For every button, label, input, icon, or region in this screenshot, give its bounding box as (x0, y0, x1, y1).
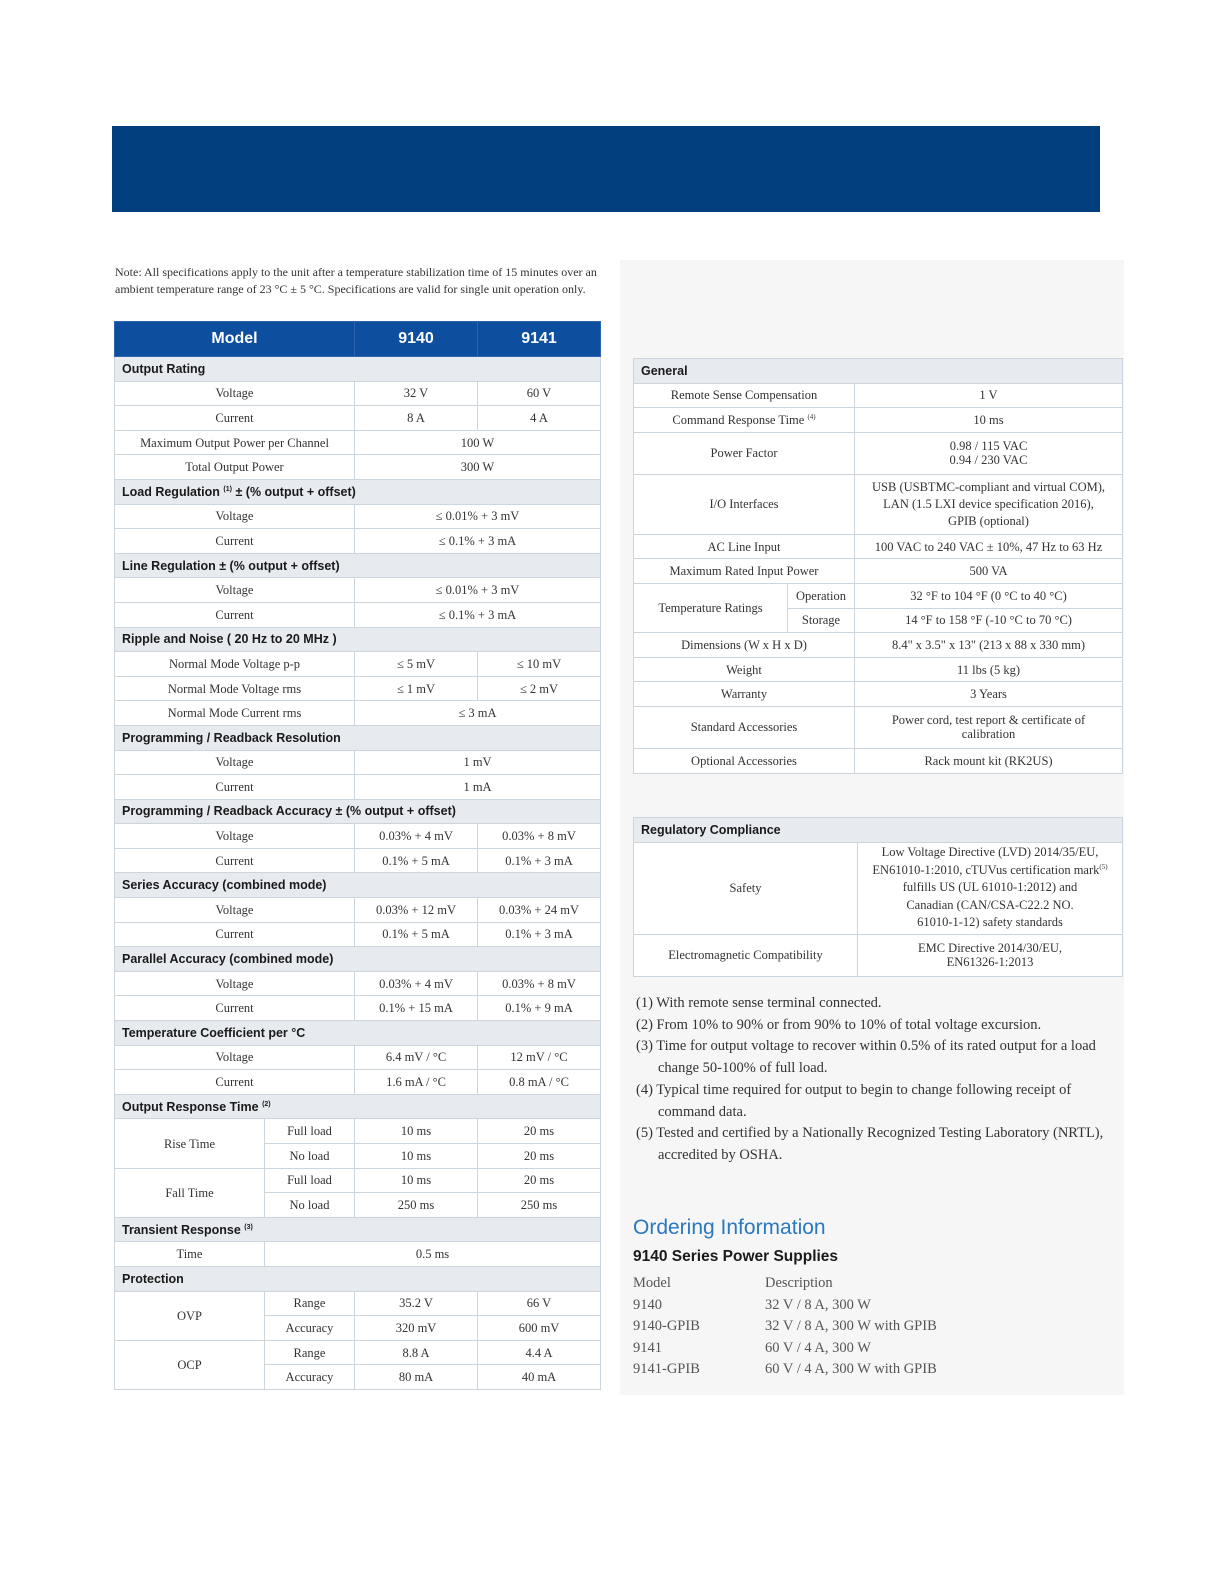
table-cell: 300 W (355, 455, 601, 480)
table-cell: Current (115, 996, 355, 1021)
table-cell: No load (265, 1193, 355, 1218)
table-cell: USB (USBTMC-compliant and virtual COM), LAN (1.5 LXI device specification 2016), GPIB (optional) (855, 474, 1123, 534)
table-cell: Current (115, 1070, 355, 1095)
table-cell: 60 V (478, 381, 601, 406)
table-cell: 0.03% + 8 mV (478, 824, 601, 849)
table-cell: Warranty (634, 682, 855, 707)
table-row (115, 922, 601, 947)
list-item: 9140 32 V / 8 A, 300 W (633, 1296, 871, 1313)
table-cell: Safety (634, 842, 858, 934)
table-cell: 20 ms (478, 1168, 601, 1193)
table-cell: 32 °F to 104 °F (0 °C to 40 °C) (855, 583, 1123, 608)
section-output-rating: Output Rating (115, 357, 601, 382)
table-row (115, 1340, 601, 1365)
table-cell: Voltage (115, 898, 355, 923)
section-protection: Protection (115, 1266, 601, 1291)
table-row (634, 842, 1123, 934)
table-cell: 66 V (478, 1291, 601, 1316)
table-cell: 100 W (355, 430, 601, 455)
table-cell: Full load (265, 1168, 355, 1193)
table-cell: Voltage (115, 750, 355, 775)
table-row (634, 633, 1123, 658)
section-ripple-noise: Ripple and Noise ( 20 Hz to 20 MHz ) (115, 627, 601, 652)
table-cell: Total Output Power (115, 455, 355, 480)
table-cell: 0.1% + 3 mA (478, 922, 601, 947)
table-cell: I/O Interfaces (634, 474, 855, 534)
table-cell: Temperature Ratings (634, 583, 788, 632)
table-row (115, 529, 601, 554)
table-row (115, 430, 601, 455)
footnote-3: (3) Time for output voltage to recover within 0.5% of its rated output for a load change 50-100% of full load. (636, 1038, 1096, 1077)
table-cell: Current (115, 775, 355, 800)
table-cell: Accuracy (265, 1365, 355, 1390)
table-row (115, 504, 601, 529)
table-cell: 0.03% + 4 mV (355, 971, 478, 996)
table-cell: 11 lbs (5 kg) (855, 657, 1123, 682)
table-cell: Weight (634, 657, 855, 682)
model-9140-header: 9140 (355, 322, 478, 357)
table-cell: Normal Mode Current rms (115, 701, 355, 726)
table-cell: 1.6 mA / °C (355, 1070, 478, 1095)
table-cell: EMC Directive 2014/30/EU, EN61326-1:2013 (858, 934, 1123, 976)
table-cell: 0.03% + 24 mV (478, 898, 601, 923)
table-cell: 0.8 mA / °C (478, 1070, 601, 1095)
table-cell: 320 mV (355, 1316, 478, 1341)
table-row (115, 1291, 601, 1316)
table-row (634, 432, 1123, 474)
table-cell: Command Response Time $^{(4)}$ (634, 408, 855, 433)
table-cell: ≤ 10 mV (478, 652, 601, 677)
table-cell: ≤ 0.1% + 3 mA (355, 529, 601, 554)
table-cell: Range (265, 1291, 355, 1316)
regulatory-table (633, 817, 1123, 977)
table-cell: ≤ 0.01% + 3 mV (355, 504, 601, 529)
section-regulatory: Regulatory Compliance (634, 818, 1123, 843)
table-cell: Standard Accessories (634, 706, 855, 748)
table-cell: 100 VAC to 240 VAC ± 10%, 47 Hz to 63 Hz (855, 534, 1123, 559)
table-cell: Full load (265, 1119, 355, 1144)
table-cell: Range (265, 1340, 355, 1365)
table-row (115, 750, 601, 775)
table-row (115, 1168, 601, 1193)
table-row (634, 748, 1123, 773)
table-cell: Voltage (115, 381, 355, 406)
table-cell: 4.4 A (478, 1340, 601, 1365)
table-cell: 35.2 V (355, 1291, 478, 1316)
table-cell: 6.4 mV / °C (355, 1045, 478, 1070)
table-cell: 0.1% + 15 mA (355, 996, 478, 1021)
table-cell: 10 ms (355, 1119, 478, 1144)
section-general: General (634, 359, 1123, 384)
section-prog-resolution: Programming / Readback Resolution (115, 725, 601, 750)
section-parallel-accuracy: Parallel Accuracy (combined mode) (115, 947, 601, 972)
section-line-regulation: Line Regulation ± (% output + offset) (115, 553, 601, 578)
table-cell: 20 ms (478, 1144, 601, 1169)
table-header-row (115, 322, 601, 357)
table-row (115, 848, 601, 873)
table-cell: Storage (788, 608, 855, 633)
table-row (634, 559, 1123, 584)
table-cell: Time (115, 1242, 265, 1267)
table-row (634, 934, 1123, 976)
table-cell: 0.03% + 8 mV (478, 971, 601, 996)
table-cell: Rack mount kit (RK2US) (855, 748, 1123, 773)
table-cell: 8 A (355, 406, 478, 431)
table-cell: 1 V (855, 383, 1123, 408)
table-cell: Power Factor (634, 432, 855, 474)
table-cell: 0.5 ms (265, 1242, 601, 1267)
footnote-2: (2) From 10% to 90% or from 90% to 10% of total voltage excursion. (636, 1016, 1042, 1033)
table-cell: 1 mV (355, 750, 601, 775)
table-row (115, 971, 601, 996)
table-row (634, 583, 1123, 608)
table-row (115, 381, 601, 406)
table-row (634, 682, 1123, 707)
table-cell: ≤ 2 mV (478, 676, 601, 701)
table-row (115, 1242, 601, 1267)
table-row (115, 1070, 601, 1095)
table-cell: 0.98 / 115 VAC 0.94 / 230 VAC (855, 432, 1123, 474)
table-cell: ≤ 3 mA (355, 701, 601, 726)
table-cell: 0.1% + 5 mA (355, 922, 478, 947)
table-cell: Operation (788, 583, 855, 608)
table-row (634, 408, 1123, 433)
table-cell: Current (115, 529, 355, 554)
table-row (115, 775, 601, 800)
table-cell: 8.8 A (355, 1340, 478, 1365)
table-cell: 32 V (355, 381, 478, 406)
table-cell: ≤ 0.01% + 3 mV (355, 578, 601, 603)
table-row (634, 534, 1123, 559)
table-cell: Power cord, test report & certificate of calibration (855, 706, 1123, 748)
table-cell: Optional Accessories (634, 748, 855, 773)
table-cell: ≤ 1 mV (355, 676, 478, 701)
table-cell: 80 mA (355, 1365, 478, 1390)
table-cell: Current (115, 602, 355, 627)
table-cell: 0.1% + 5 mA (355, 848, 478, 873)
spec-note: Note: All specifications apply to the unit after a temperature stabilization time of 15 minutes over an ambient temperature range of 23 °C ± 5 °C. Specifications are valid for single unit operation only. (115, 265, 597, 296)
table-cell: 12 mV / °C (478, 1045, 601, 1070)
table-cell: 0.1% + 9 mA (478, 996, 601, 1021)
ordering-title: Ordering Information (633, 1216, 826, 1239)
table-cell: No load (265, 1144, 355, 1169)
table-row (634, 474, 1123, 534)
table-cell: Voltage (115, 971, 355, 996)
table-row (115, 1119, 601, 1144)
table-cell: 250 ms (478, 1193, 601, 1218)
table-row (115, 578, 601, 603)
spec-table (114, 321, 601, 1390)
table-row (634, 383, 1123, 408)
table-cell: Voltage (115, 1045, 355, 1070)
header-banner (112, 126, 1100, 212)
table-cell: Current (115, 922, 355, 947)
list-item: 9141 60 V / 4 A, 300 W (633, 1339, 871, 1356)
table-cell: Electromagnetic Compatibility (634, 934, 858, 976)
table-row (115, 898, 601, 923)
footnote-4: (4) Typical time required for output to begin to change following receipt of command data. (636, 1081, 1072, 1120)
table-cell: Maximum Output Power per Channel (115, 430, 355, 455)
table-cell: 0.03% + 12 mV (355, 898, 478, 923)
table-cell: Rise Time (115, 1119, 265, 1168)
table-cell: 8.4" x 3.5" x 13" (213 x 88 x 330 mm) (855, 633, 1123, 658)
table-cell: 3 Years (855, 682, 1123, 707)
table-row (634, 657, 1123, 682)
table-cell: 40 mA (478, 1365, 601, 1390)
table-row (115, 455, 601, 480)
table-cell: 4 A (478, 406, 601, 431)
section-prog-accuracy: Programming / Readback Accuracy ± (% output + offset) (115, 799, 601, 824)
table-cell: OCP (115, 1340, 265, 1389)
table-cell: 10 ms (355, 1144, 478, 1169)
table-row (115, 406, 601, 431)
table-cell: 250 ms (355, 1193, 478, 1218)
table-cell: Current (115, 406, 355, 431)
table-cell: 10 ms (355, 1168, 478, 1193)
table-cell: Voltage (115, 504, 355, 529)
table-cell: 500 VA (855, 559, 1123, 584)
table-row (634, 706, 1123, 748)
table-cell: Fall Time (115, 1168, 265, 1217)
table-cell: ≤ 0.1% + 3 mA (355, 602, 601, 627)
list-item: 9141-GPIB 60 V / 4 A, 300 W with GPIB (633, 1361, 937, 1378)
ordering-list (633, 1273, 1113, 1381)
table-row (115, 652, 601, 677)
table-cell: Voltage (115, 578, 355, 603)
ordering-subtitle: 9140 Series Power Supplies (633, 1248, 839, 1265)
table-cell: 0.03% + 4 mV (355, 824, 478, 849)
section-series-accuracy: Series Accuracy (combined mode) (115, 873, 601, 898)
section-load-regulation: Load Regulation $^{(1)}$ ± (% output + offset) (115, 479, 601, 504)
table-cell: 600 mV (478, 1316, 601, 1341)
model-header: Model (115, 322, 355, 357)
table-cell: Current (115, 848, 355, 873)
table-row (115, 676, 601, 701)
footnote-1: (1) With remote sense terminal connected. (636, 995, 882, 1011)
table-cell: 20 ms (478, 1119, 601, 1144)
section-temp-coefficient: Temperature Coefficient per °C (115, 1021, 601, 1046)
table-cell: AC Line Input (634, 534, 855, 559)
table-cell: 10 ms (855, 408, 1123, 433)
table-cell: 0.1% + 3 mA (478, 848, 601, 873)
footnote-5: (5) Tested and certified by a Nationally Recognized Testing Laboratory (NRTL), accredited by OSHA. (636, 1125, 1104, 1163)
table-cell: Maximum Rated Input Power (634, 559, 855, 584)
table-cell: Low Voltage Directive (LVD) 2014/35/EU, EN61010-1:2010, cTUVus certification mark$^{(5)}$ fulfills US (UL 61010-1:2012) and Canadian (CAN/CSA-C22.2 NO. 61010-1-12) safety standards (858, 842, 1123, 934)
table-cell: Remote Sense Compensation (634, 383, 855, 408)
table-row (115, 996, 601, 1021)
table-row (115, 602, 601, 627)
table-cell: Normal Mode Voltage p-p (115, 652, 355, 677)
table-cell: Voltage (115, 824, 355, 849)
table-cell: 1 mA (355, 775, 601, 800)
general-table (633, 358, 1123, 774)
table-cell: Normal Mode Voltage rms (115, 676, 355, 701)
ordering-header: Model Description (633, 1275, 833, 1291)
footnotes (636, 993, 1126, 1167)
section-output-response: Output Response Time $^{(2)}$ (115, 1094, 601, 1119)
table-cell: Dimensions (W x H x D) (634, 633, 855, 658)
table-cell: ≤ 5 mV (355, 652, 478, 677)
section-transient-response: Transient Response $^{(3)}$ (115, 1217, 601, 1242)
table-cell: Accuracy (265, 1316, 355, 1341)
table-row (115, 1045, 601, 1070)
model-9141-header: 9141 (478, 322, 601, 357)
table-row (115, 824, 601, 849)
table-cell: 14 °F to 158 °F (-10 °C to 70 °C) (855, 608, 1123, 633)
table-cell: OVP (115, 1291, 265, 1340)
table-row (115, 701, 601, 726)
list-item: 9140-GPIB 32 V / 8 A, 300 W with GPIB (633, 1318, 937, 1335)
